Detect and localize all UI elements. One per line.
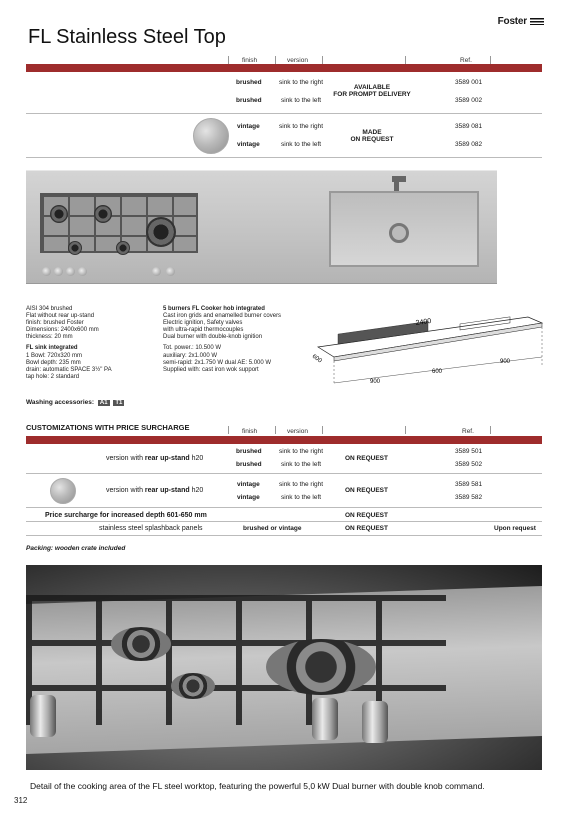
spec-heading: 5 burners FL Cooker hob integrated (163, 306, 265, 312)
packing-note: Packing: wooden crate included (26, 545, 126, 552)
row-divider (26, 535, 542, 536)
row-ref: 3589 002 (455, 97, 483, 104)
column-header-ref: Ref. (462, 428, 474, 435)
row-ref: 3589 081 (455, 123, 483, 130)
row-divider (26, 157, 542, 158)
row-finish: vintage (237, 494, 260, 501)
knob-icon (362, 701, 388, 743)
upstand-label-pre: version with (106, 487, 143, 494)
dimension-600: 600 (310, 353, 323, 365)
dimension-900: 900 (500, 359, 511, 365)
spec-line: tap hole: 2 standard (26, 373, 80, 380)
column-separator (228, 56, 229, 64)
hob-outline (338, 321, 428, 344)
row-finish: vintage (237, 481, 260, 488)
brand-mark-icon (530, 18, 544, 25)
row-version: sink to the right (279, 481, 324, 488)
spec-line: with ultra-rapid thermocouples (163, 327, 244, 334)
upstand-label-post: h20 (191, 487, 204, 494)
row-finish: brushed (236, 461, 262, 468)
vintage-finish-swatch (50, 478, 76, 504)
row-ref: 3589 581 (455, 481, 483, 488)
spec-heading: FL sink integrated (26, 345, 78, 352)
row-finish: brushed (236, 79, 262, 86)
availability-line-2: ON REQUEST (350, 136, 394, 143)
drain-icon (389, 223, 409, 243)
burner-icon (50, 205, 68, 223)
column-separator (405, 56, 406, 64)
spec-line: Supplied with: cast iron wok support (163, 366, 259, 373)
column-header-ref: Ref. (460, 57, 472, 64)
row-ref: 3589 502 (455, 461, 483, 468)
washing-accessories (26, 399, 124, 406)
column-separator (322, 426, 323, 434)
product-image (26, 170, 497, 284)
on-request-label: ON REQUEST (345, 487, 388, 494)
accessory-badge: A1 (99, 400, 108, 406)
row-divider (26, 507, 542, 508)
depth-surcharge-label: Price surcharge for increased depth 601-650 mm (45, 512, 207, 519)
row-ref: 3589 082 (455, 141, 483, 148)
washing-label: Washing accessories: (26, 399, 95, 406)
row-ref: 3589 501 (455, 448, 483, 455)
row-version: sink to the left (281, 461, 322, 468)
column-separator (275, 426, 276, 434)
spec-line: thickness: 20 mm (26, 334, 73, 341)
row-version: sink to the left (281, 141, 322, 148)
column-separator (322, 56, 323, 64)
column-separator (275, 56, 276, 64)
row-divider (26, 521, 542, 522)
spec-line: Tot. power.: 10.500 W (163, 345, 222, 352)
on-request-label: ON REQUEST (345, 455, 388, 462)
row-finish: brushed (236, 448, 262, 455)
knob-icon (152, 267, 161, 276)
dimension-2400: 2400 (415, 317, 432, 327)
spec-line: Electric ignition, Safety valves (163, 320, 243, 327)
customizations-title: CUSTOMIZATIONS WITH PRICE SURCHARGE (26, 423, 190, 432)
knob-icon (66, 267, 75, 276)
availability-line-2: FOR PROMPT DELIVERY (333, 91, 411, 98)
dual-burner-icon (146, 217, 176, 247)
worktop-edge (334, 323, 542, 361)
specs-left (26, 306, 112, 381)
spec-line: drain: automatic SPACE 3½" PA (26, 366, 112, 373)
spec-line: AISI 304 brushed (26, 306, 73, 312)
brand-logo (498, 16, 544, 27)
spec-line: finish: brushed Foster (26, 320, 84, 327)
splashback-label: stainless steel splashback panels (99, 525, 203, 532)
column-header-version: version (287, 57, 308, 64)
column-header-finish: finish (242, 428, 258, 435)
photo-caption: Detail of the cooking area of the FL steel worktop, featuring the powerful 5,0 kW Dual burner with double knob command. (30, 781, 485, 791)
specs-right (163, 306, 281, 374)
row-divider (26, 113, 542, 114)
column-header-version: version (287, 428, 308, 435)
burner-icon (171, 673, 215, 699)
column-separator (490, 426, 491, 434)
page-number: 312 (14, 796, 28, 805)
dimension-600: 600 (432, 369, 443, 375)
dual-burner-icon (266, 639, 376, 695)
burner-icon (111, 627, 171, 661)
row-version: sink to the left (281, 97, 322, 104)
spec-line: 1 Bowl: 720x320 mm (26, 352, 83, 359)
availability-line-1: AVAILABLE (353, 84, 391, 91)
on-request-label: ON REQUEST (345, 525, 388, 532)
spec-line: Cast iron grids and enamelled burner covers (163, 313, 282, 320)
column-separator (490, 56, 491, 64)
knob-icon (78, 267, 87, 276)
spec-line: Dual burner with double-knob ignition (163, 334, 263, 341)
detail-photo (26, 565, 542, 770)
on-request-label: ON REQUEST (345, 512, 388, 519)
row-ref: 3589 001 (455, 79, 483, 86)
row-ref: 3589 582 (455, 494, 483, 501)
page-title: FL Stainless Steel Top (28, 26, 226, 48)
row-finish: vintage (237, 123, 260, 130)
row-divider (26, 473, 542, 474)
upstand-label (106, 455, 203, 462)
table-header-bar (26, 64, 542, 72)
dimension-900: 900 (370, 379, 381, 385)
row-version: sink to the right (279, 123, 324, 130)
row-finish: brushed (236, 97, 262, 104)
column-separator (228, 426, 229, 434)
row-version: sink to the right (279, 448, 324, 455)
technical-drawing (310, 305, 550, 395)
upstand-label (106, 487, 203, 494)
availability-line-1: MADE (362, 129, 382, 136)
knob-icon (54, 267, 63, 276)
knob-icon (30, 695, 56, 737)
table-header-bar (26, 436, 542, 444)
upstand-label-bold: rear up-stand (144, 455, 190, 462)
knob-icon (166, 267, 175, 276)
vintage-finish-swatch (193, 118, 229, 154)
row-version: sink to the right (279, 79, 324, 86)
burner-icon (94, 205, 112, 223)
upstand-label-pre: version with (106, 455, 143, 462)
accessory-badge: T1 (115, 400, 123, 406)
column-header-finish: finish (242, 57, 258, 64)
burner-icon (116, 241, 130, 255)
spec-line: Dimensions: 2400x600 mm (26, 327, 99, 334)
upstand-label-bold: rear up-stand (144, 487, 190, 494)
upon-request-label: Upon request (494, 525, 536, 532)
tap-head-icon (392, 176, 406, 182)
column-separator (405, 426, 406, 434)
brand-name: Foster (497, 16, 527, 27)
spec-line: Bowl depth: 235 mm (26, 359, 81, 366)
spec-line: semi-rapid: 2x1.750 W dual AE: 5.000 W (163, 359, 272, 366)
spec-line: auxiliary: 2x1.000 W (163, 352, 218, 359)
knob-icon (42, 267, 51, 276)
upstand-label-post: h20 (191, 455, 204, 462)
row-version: sink to the left (281, 494, 322, 501)
knob-icon (312, 698, 338, 740)
burner-icon (68, 241, 82, 255)
spec-line: Flat without rear up-stand (26, 313, 95, 320)
row-finish: vintage (237, 141, 260, 148)
splashback-finish: brushed or vintage (243, 525, 302, 532)
